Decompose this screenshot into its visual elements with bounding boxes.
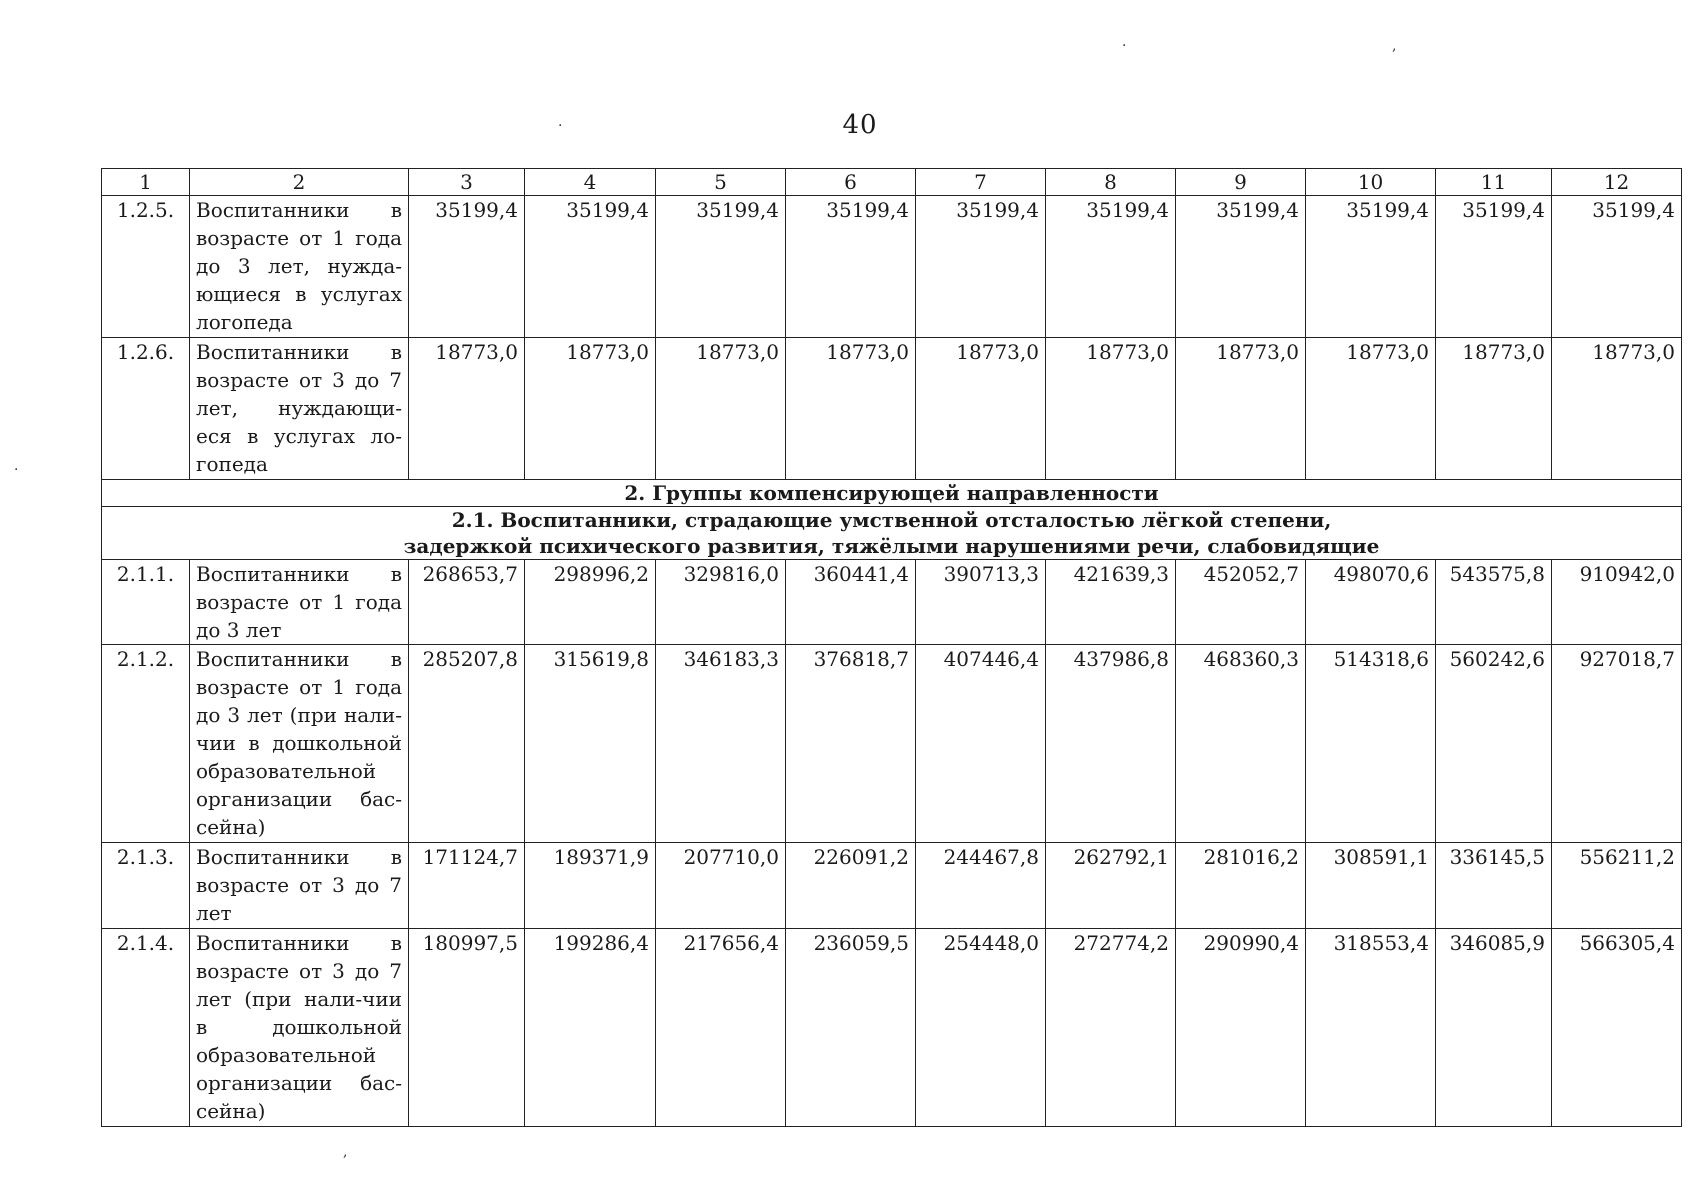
value-cell: 421639,3 <box>1046 560 1176 645</box>
table-row <box>102 196 1682 338</box>
value-cell: 180997,5 <box>409 929 525 1127</box>
value-cell: 18773,0 <box>786 338 916 480</box>
value-cell: 336145,5 <box>1436 843 1552 929</box>
scan-speck: · <box>14 462 19 478</box>
row-description: Воспитанники в возрасте от 3 до 7 лет, нуждающи-еся в услугах ло-гопеда <box>190 338 409 480</box>
value-cell: 407446,4 <box>916 645 1046 843</box>
row-code: 1.2.5. <box>102 196 190 338</box>
value-cell: 35199,4 <box>1176 196 1306 338</box>
value-cell: 35199,4 <box>1552 196 1682 338</box>
page-number: 40 <box>842 110 878 140</box>
row-description: Воспитанники в возрасте от 1 года до 3 лет <box>190 560 409 645</box>
table-row <box>102 645 1682 843</box>
row-code: 1.2.6. <box>102 338 190 480</box>
subsection-title-line: 2.1. Воспитанники, страдающие умственной отсталостью лёгкой степени, <box>451 508 1332 532</box>
value-cell: 199286,4 <box>525 929 656 1127</box>
value-cell: 189371,9 <box>525 843 656 929</box>
value-cell: 390713,3 <box>916 560 1046 645</box>
row-description: Воспитанники в возрасте от 3 до 7 лет (при нали-чии в дошкольной образовательной организации бас-сейна) <box>190 929 409 1127</box>
value-cell: 217656,4 <box>656 929 786 1127</box>
value-cell: 18773,0 <box>1306 338 1436 480</box>
value-cell: 35199,4 <box>1306 196 1436 338</box>
value-cell: 18773,0 <box>1552 338 1682 480</box>
table-row <box>102 338 1682 480</box>
column-header: 1 <box>102 169 190 196</box>
value-cell: 18773,0 <box>525 338 656 480</box>
value-cell: 35199,4 <box>1046 196 1176 338</box>
column-header: 11 <box>1436 169 1552 196</box>
column-header: 7 <box>916 169 1046 196</box>
value-cell: 35199,4 <box>916 196 1046 338</box>
value-cell: 360441,4 <box>786 560 916 645</box>
table-row <box>102 843 1682 929</box>
value-cell: 35199,4 <box>1436 196 1552 338</box>
subsection-title <box>102 507 1682 560</box>
section-title: 2. Группы компенсирующей направленности <box>102 480 1682 507</box>
value-cell: 514318,6 <box>1306 645 1436 843</box>
column-header: 10 <box>1306 169 1436 196</box>
value-cell: 226091,2 <box>786 843 916 929</box>
row-description: Воспитанники в возрасте от 1 года до 3 лет (при нали-чии в дошкольной образовательной организации бас-сейна) <box>190 645 409 843</box>
value-cell: 236059,5 <box>786 929 916 1127</box>
value-cell: 498070,6 <box>1306 560 1436 645</box>
subsection-title-line: задержкой психического развития, тяжёлыми нарушениями речи, слабовидящие <box>403 534 1380 558</box>
value-cell: 171124,7 <box>409 843 525 929</box>
column-header: 4 <box>525 169 656 196</box>
value-cell: 452052,7 <box>1176 560 1306 645</box>
value-cell: 272774,2 <box>1046 929 1176 1127</box>
value-cell: 18773,0 <box>656 338 786 480</box>
tariff-table <box>101 168 1682 1127</box>
value-cell: 556211,2 <box>1552 843 1682 929</box>
value-cell: 566305,4 <box>1552 929 1682 1127</box>
value-cell: 543575,8 <box>1436 560 1552 645</box>
value-cell: 35199,4 <box>525 196 656 338</box>
scan-speck: , <box>1392 38 1397 54</box>
value-cell: 35199,4 <box>656 196 786 338</box>
value-cell: 18773,0 <box>916 338 1046 480</box>
value-cell: 346085,9 <box>1436 929 1552 1127</box>
scan-speck: . <box>558 114 563 130</box>
row-code: 2.1.3. <box>102 843 190 929</box>
value-cell: 329816,0 <box>656 560 786 645</box>
value-cell: 318553,4 <box>1306 929 1436 1127</box>
column-header: 2 <box>190 169 409 196</box>
value-cell: 290990,4 <box>1176 929 1306 1127</box>
value-cell: 468360,3 <box>1176 645 1306 843</box>
value-cell: 285207,8 <box>409 645 525 843</box>
value-cell: 560242,6 <box>1436 645 1552 843</box>
value-cell: 268653,7 <box>409 560 525 645</box>
subsection-title-row <box>102 507 1682 560</box>
row-description: Воспитанники в возрасте от 1 года до 3 лет, нужда-ющиеся в услугах логопеда <box>190 196 409 338</box>
row-code: 2.1.2. <box>102 645 190 843</box>
scan-speck: , <box>343 1144 348 1160</box>
column-header: 6 <box>786 169 916 196</box>
value-cell: 308591,1 <box>1306 843 1436 929</box>
row-code: 2.1.1. <box>102 560 190 645</box>
value-cell: 18773,0 <box>1176 338 1306 480</box>
value-cell: 207710,0 <box>656 843 786 929</box>
section-title-row <box>102 480 1682 507</box>
column-number-row <box>102 169 1682 196</box>
table-row <box>102 560 1682 645</box>
value-cell: 35199,4 <box>409 196 525 338</box>
value-cell: 281016,2 <box>1176 843 1306 929</box>
value-cell: 244467,8 <box>916 843 1046 929</box>
column-header: 8 <box>1046 169 1176 196</box>
value-cell: 376818,7 <box>786 645 916 843</box>
row-code: 2.1.4. <box>102 929 190 1127</box>
value-cell: 315619,8 <box>525 645 656 843</box>
value-cell: 910942,0 <box>1552 560 1682 645</box>
column-header: 9 <box>1176 169 1306 196</box>
value-cell: 437986,8 <box>1046 645 1176 843</box>
value-cell: 262792,1 <box>1046 843 1176 929</box>
row-description: Воспитанники в возрасте от 3 до 7 лет <box>190 843 409 929</box>
value-cell: 298996,2 <box>525 560 656 645</box>
column-header: 12 <box>1552 169 1682 196</box>
value-cell: 18773,0 <box>1436 338 1552 480</box>
column-header: 3 <box>409 169 525 196</box>
value-cell: 35199,4 <box>786 196 916 338</box>
scan-speck: · <box>1122 38 1127 54</box>
value-cell: 346183,3 <box>656 645 786 843</box>
value-cell: 927018,7 <box>1552 645 1682 843</box>
column-header: 5 <box>656 169 786 196</box>
value-cell: 254448,0 <box>916 929 1046 1127</box>
value-cell: 18773,0 <box>1046 338 1176 480</box>
table-row <box>102 929 1682 1127</box>
value-cell: 18773,0 <box>409 338 525 480</box>
